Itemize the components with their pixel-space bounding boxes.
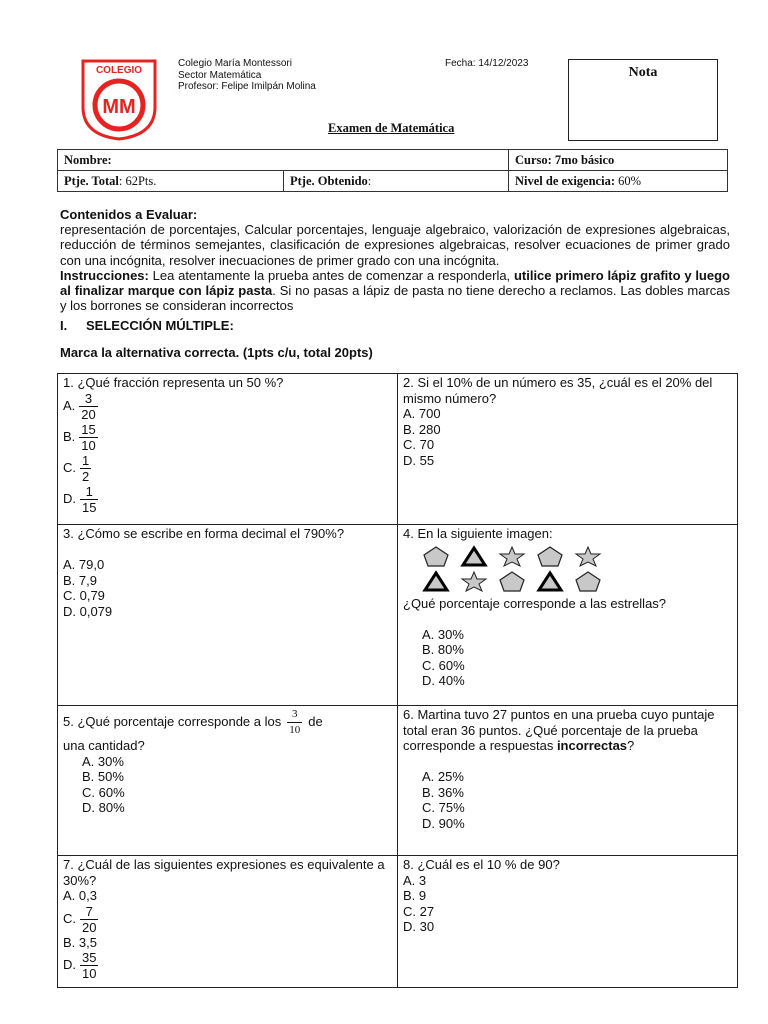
svg-text:MM: MM [102,96,136,118]
option-d[interactable] [63,950,392,981]
numerator: 7 [80,904,98,920]
exam-date: Fecha: 14/12/2023 [445,58,529,69]
questions-table [57,373,738,988]
triangle-icon [535,570,565,592]
obtained-label: Ptje. Obtenido [290,173,368,188]
question-prompt: ¿Qué porcentaje corresponde a las estrellas? [403,595,667,611]
numerator: 3 [79,391,97,407]
star-icon [459,570,489,592]
option-a[interactable] [63,391,392,422]
grade-label: Nota [628,65,658,80]
option-d[interactable]: D. 30 [403,919,435,934]
option-b[interactable]: B. 280 [403,421,441,437]
option-c[interactable]: C. 70 [403,437,435,452]
question-7 [58,856,398,988]
option-c[interactable]: C. 60% [422,657,465,673]
star-icon [573,545,603,567]
pentagon-icon [497,570,527,592]
pentagon-icon [421,545,451,567]
option-d[interactable]: D. 55 [403,452,435,468]
question-bold: incorrectas [556,738,628,753]
option-letter: D. [63,956,76,972]
option-a[interactable]: A. 79,0 [63,557,105,572]
obtained-value: : [367,173,372,188]
option-c[interactable]: C. 60% [82,784,125,800]
numerator: 1 [80,484,98,500]
grade-box [568,59,718,141]
question-2 [398,374,738,525]
question-8 [398,856,738,988]
school-logo [81,59,157,141]
question-text: 4. En la siguiente imagen: [403,526,553,541]
question-6 [398,706,738,856]
option-a[interactable]: A. 700 [403,406,441,421]
option-a[interactable]: A. 3 [403,872,427,888]
option-letter: C. [63,910,76,926]
numerator: 35 [82,950,97,965]
question-text: 2. Si el 10% de un número es 35, ¿cuál es el 20% del mismo número? [403,375,713,406]
instructions-label: Instrucciones: [60,267,149,283]
option-d[interactable]: D. 40% [422,673,465,688]
course: Curso: 7mo básico [515,152,615,167]
name-label: Nombre: [64,152,112,167]
exam-title: Examen de Matemática [328,121,455,135]
option-a[interactable]: A. 0,3 [63,888,97,903]
question-text: 3. ¿Cómo se escribe en forma decimal el 790%? [63,526,345,541]
denominator: 15 [82,499,97,515]
section-subtitle: Marca la alternativa correcta. (1pts c/u, total 20pts) [60,345,373,360]
triangle-icon [421,570,451,592]
shapes-row-1 [403,545,732,567]
total-label: Ptje. Total [64,173,119,188]
option-b[interactable]: B. 80% [422,642,464,657]
total-value: : 62Pts. [118,173,157,188]
denominator: 2 [82,468,90,484]
numerator: 15 [81,421,96,437]
section-number: I. [60,318,68,333]
question-3 [58,525,398,706]
question-text: 5. ¿Qué porcentaje corresponde a los [63,713,282,729]
instructions-text-end: . Si no pasas a lápiz de pasta no tiene derecho a reclamos. Las dobles marcas y los borrones se consideran incorrectos [60,283,730,314]
option-c[interactable]: C. 75% [422,800,465,815]
question-text: 8. ¿Cuál es el 10 % de 90? [403,857,560,872]
option-b[interactable]: B. 3,5 [63,934,97,950]
question-5 [58,706,398,856]
option-d[interactable]: D. 80% [82,800,125,815]
option-letter: A. [63,397,76,413]
pentagon-icon [573,570,603,592]
option-letter: D. [63,490,76,506]
contents-section [60,207,730,313]
sector: Sector Matemática [178,70,262,81]
option-letter: B. [63,428,76,444]
contents-heading: Contenidos a Evaluar: [60,207,198,222]
denominator: 10 [289,724,301,736]
option-d[interactable] [63,484,392,515]
option-b[interactable]: B. 9 [403,888,427,903]
option-a[interactable]: A. 25% [422,769,464,784]
option-letter: C. [63,459,76,475]
section-heading [60,318,234,333]
school-name: Colegio María Montessori [178,58,292,69]
question-end: ? [627,738,635,753]
instructions-bold: utilice primero lápiz grafito y luego al finalizar marque con lápiz pasta [60,267,730,299]
option-c[interactable]: C. 0,79 [63,588,105,603]
question-text: 6. Martina tuvo 27 puntos en una prueba cuyo puntaje total eran 36 puntos. ¿Qué porcentaje de la prueba corresponde a respuestas [403,707,715,753]
requirement-label: Nivel de exigencia: [515,173,615,188]
triangle-icon [459,545,489,567]
student-info-table [57,149,728,192]
teacher: Profesor: Felipe Imilpán Molina [178,81,316,92]
requirement-value: 60% [614,173,642,188]
denominator: 20 [81,406,96,422]
fraction [287,707,302,738]
option-d[interactable]: D. 90% [422,815,465,831]
option-b[interactable] [63,422,392,453]
option-d[interactable]: D. 0,079 [63,603,113,619]
question-4 [398,525,738,706]
pentagon-icon [535,545,565,567]
question-1 [58,374,398,525]
section-title: SELECCIÓN MÚLTIPLE: [86,318,234,333]
instructions-text: Lea atentamente la prueba antes de comenzar a responderla, [148,267,514,283]
question-text-cont: de [308,713,323,729]
question-text-end: una cantidad? [63,738,145,753]
svg-text:COLEGIO: COLEGIO [95,65,143,76]
numerator: 1 [82,452,90,468]
option-c[interactable] [63,904,392,935]
star-icon [497,545,527,567]
denominator: 10 [82,966,97,981]
option-b[interactable]: B. 7,9 [63,572,97,588]
contents-text: representación de porcentajes, Calcular porcentajes, lenguaje algebraico, valorización de expresiones algebraicas, reducción de términos semejantes, clasificación de expresiones algebraicas, resolver ecuaciones de primer grado con una incógnita, resolver inecuaciones de primer grado con una incógnita. [60,222,730,268]
option-b[interactable]: B. 50% [82,769,124,784]
option-c[interactable] [63,453,392,484]
numerator: 3 [287,707,302,723]
question-text: 7. ¿Cuál de las siguientes expresiones es equivalente a 30%? [63,857,385,888]
option-a[interactable]: A. 30% [422,626,464,642]
denominator: 10 [81,437,96,453]
denominator: 20 [82,919,97,935]
shapes-row-2 [403,570,732,592]
question-text: 1. ¿Qué fracción representa un 50 %? [63,375,284,390]
option-b[interactable]: B. 36% [422,784,464,800]
option-a[interactable]: A. 30% [82,753,124,769]
option-c[interactable]: C. 27 [403,903,435,919]
